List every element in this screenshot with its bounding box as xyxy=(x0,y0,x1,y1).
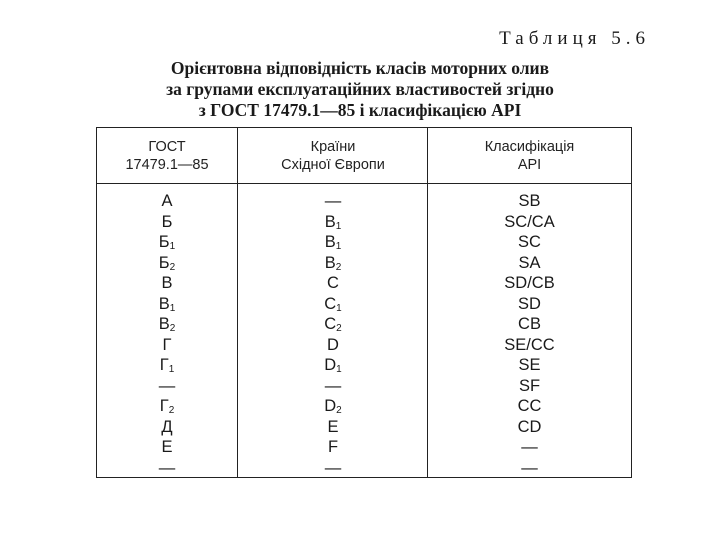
eastern-europe-cell xyxy=(238,314,428,335)
gost-cell-subscript: 1 xyxy=(169,302,176,314)
gost-cell xyxy=(97,355,237,376)
eastern-europe-cell-text: С xyxy=(324,294,337,313)
gost-cell-text: Е xyxy=(161,438,173,456)
eastern-europe-cell-subscript: 2 xyxy=(336,405,342,416)
gost-cell-subscript: 2 xyxy=(169,323,176,334)
api-cell xyxy=(428,273,631,294)
eastern-europe-cell-text: В xyxy=(324,212,336,231)
gost-cell-text: В xyxy=(158,294,170,313)
api-cell-text: SD/CB xyxy=(504,274,555,292)
api-cell xyxy=(428,355,631,376)
api-cell xyxy=(428,253,631,274)
eastern-europe-cell xyxy=(238,355,428,376)
api-cell xyxy=(428,212,631,233)
gost-cell xyxy=(97,253,237,274)
table-number: Таблиця 5.6 xyxy=(499,28,650,49)
api-cell xyxy=(428,458,631,479)
api-cell-text: CB xyxy=(518,315,541,333)
eastern-europe-cell xyxy=(238,417,428,438)
gost-cell xyxy=(97,396,237,417)
gost-cell xyxy=(97,314,237,335)
gost-cell-text: Б xyxy=(158,233,170,251)
api-cell xyxy=(428,314,631,335)
gost-cell-text: Г xyxy=(162,335,172,354)
eastern-europe-cell xyxy=(238,294,428,315)
gost-cell-text: Г xyxy=(159,397,169,415)
eastern-europe-cell-text: Е xyxy=(327,417,339,436)
eastern-europe-cell xyxy=(238,437,428,458)
caption-line: за групами експлуатаційних властивостей згідно xyxy=(166,79,554,99)
eastern-europe-cell xyxy=(238,376,428,397)
api-cell-text: CD xyxy=(517,417,542,436)
eastern-europe-cell xyxy=(238,335,428,356)
eastern-europe-cells xyxy=(238,191,428,478)
header-line: API xyxy=(517,156,542,173)
eastern-europe-cell-subscript: 1 xyxy=(335,220,342,232)
gost-cell-text: — xyxy=(158,376,176,395)
gost-cell-text: В xyxy=(158,315,170,333)
api-cell xyxy=(428,437,631,458)
gost-cell-subscript: 2 xyxy=(169,261,176,273)
eastern-europe-cell-subscript: 1 xyxy=(336,364,342,375)
header-gost xyxy=(97,128,237,184)
header-line: Країни xyxy=(310,138,356,155)
api-cell-text: SC/CA xyxy=(504,212,555,231)
column-api xyxy=(427,128,631,477)
eastern-europe-cell-text: В xyxy=(324,233,336,251)
gost-cell-text: В xyxy=(161,274,173,292)
gost-cell-subscript: 1 xyxy=(168,364,175,375)
api-cell-text: SE/CC xyxy=(504,335,555,354)
eastern-europe-cell-text: D xyxy=(324,356,337,374)
gost-cell-subscript: 1 xyxy=(169,241,176,252)
eastern-europe-cell xyxy=(238,396,428,417)
api-cells xyxy=(428,191,631,478)
api-cell-text: — xyxy=(521,458,538,477)
eastern-europe-cell-text: — xyxy=(324,192,342,210)
eastern-europe-cell-text: D xyxy=(324,397,337,415)
eastern-europe-cell-text: — xyxy=(324,458,342,477)
api-cell xyxy=(428,396,631,417)
eastern-europe-cell xyxy=(238,253,428,274)
api-cell-text: SC xyxy=(518,233,541,251)
eastern-europe-cell-text: В xyxy=(324,253,336,272)
api-cell-text: CC xyxy=(517,397,542,415)
column-eastern-europe xyxy=(237,128,428,477)
gost-cell-subscript: 2 xyxy=(168,405,175,416)
eastern-europe-cell xyxy=(238,191,428,212)
eastern-europe-cell-subscript: 1 xyxy=(336,302,342,314)
api-cell-text: SE xyxy=(518,356,541,374)
caption-line: Орієнтовна відповідність класів моторних олив xyxy=(170,58,550,78)
eastern-europe-cell-text: С xyxy=(324,315,337,333)
gost-cell-text: А xyxy=(161,192,173,210)
table-caption xyxy=(0,58,720,121)
api-cell xyxy=(428,232,631,253)
api-cell xyxy=(428,417,631,438)
eastern-europe-cell-text: D xyxy=(327,335,339,354)
gost-cell xyxy=(97,335,237,356)
gost-cell xyxy=(97,273,237,294)
gost-cell xyxy=(97,417,237,438)
header-line: Східної Європи xyxy=(281,156,385,173)
caption-line: з ГОСТ 17479.1—85 і класифікацією API xyxy=(198,100,522,120)
gost-cell-text: Б xyxy=(158,253,170,272)
gost-cell-text: Б xyxy=(161,212,173,231)
gost-cells xyxy=(97,191,237,478)
gost-cell xyxy=(97,232,237,253)
eastern-europe-cell xyxy=(238,273,428,294)
header-line: ГОСТ xyxy=(148,138,186,155)
api-cell xyxy=(428,294,631,315)
eastern-europe-cell xyxy=(238,458,428,479)
eastern-europe-cell xyxy=(238,212,428,233)
gost-cell-text: — xyxy=(158,458,176,477)
api-cell-text: SD xyxy=(518,294,541,313)
eastern-europe-cell xyxy=(238,232,428,253)
gost-cell xyxy=(97,294,237,315)
eastern-europe-cell-text: F xyxy=(327,438,339,456)
api-cell-text: SA xyxy=(518,253,541,272)
header-line: 17479.1—85 xyxy=(125,156,209,173)
eastern-europe-cell-subscript: 2 xyxy=(335,261,342,273)
api-cell-text: SB xyxy=(518,192,541,210)
api-cell xyxy=(428,335,631,356)
eastern-europe-cell-text: С xyxy=(327,274,339,292)
gost-cell xyxy=(97,212,237,233)
api-cell-text: SF xyxy=(518,376,541,395)
api-cell xyxy=(428,376,631,397)
eastern-europe-cell-subscript: 2 xyxy=(336,323,342,334)
api-cell-text: — xyxy=(521,438,538,456)
header-eastern-europe xyxy=(238,128,428,184)
gost-cell xyxy=(97,191,237,212)
gost-cell-text: Г xyxy=(159,356,169,374)
api-cell xyxy=(428,191,631,212)
gost-cell xyxy=(97,458,237,479)
column-gost xyxy=(97,128,237,477)
gost-cell xyxy=(97,376,237,397)
eastern-europe-cell-text: — xyxy=(324,376,342,395)
header-api xyxy=(428,128,631,184)
eastern-europe-cell-subscript: 1 xyxy=(335,241,342,252)
header-line: Класифікація xyxy=(484,138,575,155)
gost-cell xyxy=(97,437,237,458)
correspondence-table xyxy=(96,127,632,478)
gost-cell-text: Д xyxy=(161,417,173,436)
